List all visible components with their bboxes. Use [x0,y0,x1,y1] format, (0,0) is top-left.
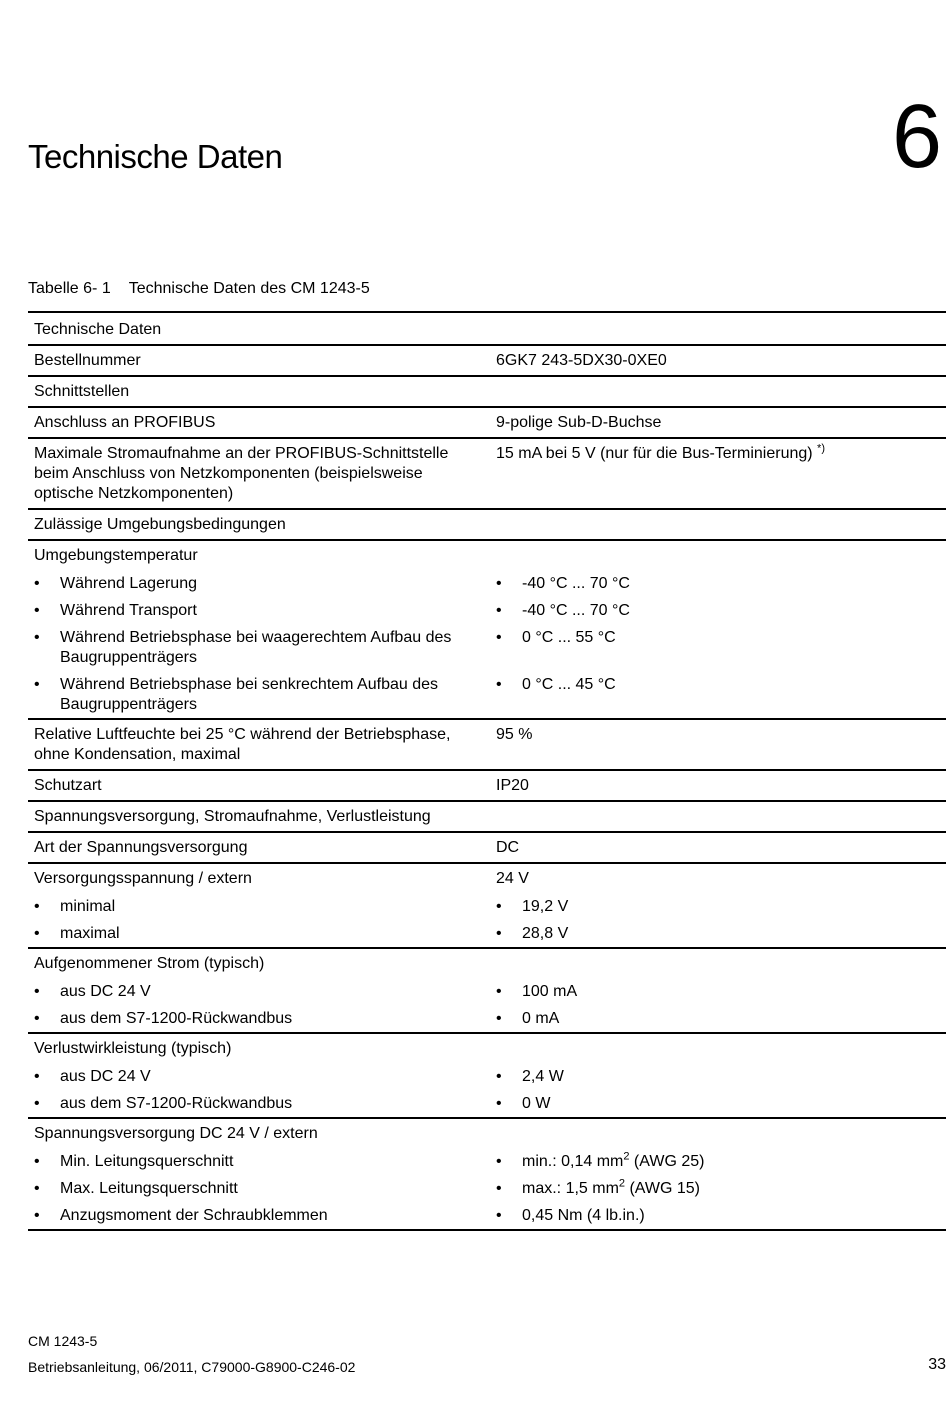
torque-label: Anzugsmoment der Schraubklemmen [60,1207,328,1224]
min-cross-section-value: min.: 0,14 $mm^2$ (AWG 25) [522,1150,705,1170]
consumption-label: Aufgenommener Strom (typisch) [34,955,265,972]
table-row [28,863,946,893]
voltage-min-label: minimal [60,898,116,915]
table-row [28,407,946,438]
humidity-value: 95 % [490,719,946,770]
max-cross-section-value: max.: 1,5 $mm^2$ (AWG 15) [522,1177,700,1197]
consumption-bus-value: 0 mA [522,1010,560,1027]
table-row [28,978,946,1005]
loss-dc-label: aus DC 24 V [60,1068,151,1085]
footer-reference: Betriebsanleitung, 06/2011, C79000-G8900-C246-02 [28,1359,356,1375]
temp-horizontal-value: 0 °C ... 55 °C [522,629,616,646]
table-row [28,671,946,719]
bullet: • [34,1153,40,1170]
current-value: 15 mA bei 5 V (nur für die Bus-Terminierung) [496,445,813,462]
temp-vertical-value: 0 °C ... 45 °C [522,676,616,693]
section-interfaces: Schnittstellen [28,376,946,407]
temp-storage-value: -40 °C ... 70 °C [522,575,630,592]
bullet: • [496,983,502,1000]
section-row [28,801,946,832]
table-row [28,719,946,770]
protection-label: Schutzart [34,777,102,794]
table-row [28,345,946,376]
bullet: • [34,1207,40,1224]
bullet: • [496,1068,502,1085]
bullet: • [496,575,502,592]
supply-type-label: Art der Spannungsversorgung [28,832,490,863]
loss-bus-value: 0 W [522,1095,551,1112]
section-power: Spannungsversorgung, Stromaufnahme, Verlustleistung [28,801,946,832]
bullet: • [34,1180,40,1197]
bullet: • [496,676,502,693]
consumption-dc-value: 100 mA [522,983,578,1000]
bullet: • [34,602,40,619]
table-caption-text: Technische Daten des CM 1243-5 [128,280,370,297]
consumption-dc-label: aus DC 24 V [60,983,151,1000]
table-row [28,1090,946,1118]
table-row [28,1202,946,1230]
order-number-label: Bestellnummer [34,352,141,369]
profibus-label: Anschluss an PROFIBUS [28,407,490,438]
table-row [28,1118,946,1148]
table-row [28,893,946,920]
current-label: Maximale Stromaufnahme an der PROFIBUS-Schnittstelle beim Anschluss von Netzkomponenten (beispielsweise optische Netzkomponenten) [34,445,449,502]
loss-bus-label: aus dem S7-1200-Rückwandbus [60,1095,293,1112]
profibus-value: 9-polige Sub-D-Buchse [490,407,946,438]
max-cross-section-label: Max. Leitungsquerschnitt [60,1180,238,1197]
table-row [28,438,946,509]
protection-value: IP20 [496,777,529,794]
temperature-label: Umgebungstemperatur [34,547,198,564]
bullet: • [34,1010,40,1027]
bullet: • [34,983,40,1000]
temp-horizontal-label: Während Betriebsphase bei waagerechtem Aufbau des Baugruppenträgers [60,629,452,666]
table-row [28,770,946,801]
bullet: • [496,629,502,646]
chapter-number: 6 [891,87,942,187]
consumption-bus-label: aus dem S7-1200-Rückwandbus [60,1010,293,1027]
temp-storage-label: Während Lagerung [60,575,197,592]
section-row [28,509,946,540]
table-row [28,1175,946,1202]
spec-table [28,311,946,1231]
table-header: Technische Daten [28,312,946,345]
bullet: • [34,575,40,592]
voltage-max-label: maximal [60,925,120,942]
bullet: • [496,1180,502,1197]
table-header-row [28,312,946,345]
page-number: 33 [928,1356,946,1373]
temp-transport-value: -40 °C ... 70 °C [522,602,630,619]
voltage-min-value: 19,2 V [522,898,569,915]
table-row [28,624,946,671]
bullet: • [496,898,502,915]
chapter-title: Technische Daten [28,138,283,175]
bullet: • [496,1153,502,1170]
table-number: Tabelle 6- 1 [28,280,111,297]
bullet: • [496,1010,502,1027]
bullet: • [34,1095,40,1112]
table-caption [28,280,370,298]
table-row [28,1005,946,1033]
table-row [28,1148,946,1175]
table-row [28,920,946,948]
bullet: • [34,925,40,942]
supply-voltage-value: 24 V [496,870,529,887]
table-row [28,1033,946,1063]
bullet: • [496,925,502,942]
torque-value: 0,45 Nm (4 lb.in.) [522,1207,645,1224]
table-row [28,570,946,597]
table-row [28,1063,946,1090]
loss-dc-value: 2,4 W [522,1068,564,1085]
order-number-value: 6GK7 243-5DX30-0XE0 [496,352,667,369]
bullet: • [34,1068,40,1085]
temp-vertical-label: Während Betriebsphase bei senkrechtem Aufbau des Baugruppenträgers [60,676,439,713]
bullet: • [496,602,502,619]
table-row [28,540,946,570]
footer-title: CM 1243-5 [28,1333,98,1349]
current-value-cell [490,438,946,509]
bullet: • [34,629,40,646]
supply-type-value: DC [490,832,946,863]
bullet: • [496,1207,502,1224]
temp-transport-label: Während Transport [60,602,197,619]
footnote-marker: *) [817,442,825,455]
power-loss-label: Verlustwirkleistung (typisch) [34,1040,232,1057]
table-row [28,597,946,624]
section-row [28,376,946,407]
section-environment: Zulässige Umgebungsbedingungen [28,509,946,540]
table-row [28,948,946,978]
min-cross-section-label: Min. Leitungsquerschnitt [60,1153,234,1170]
humidity-label: Relative Luftfeuchte bei 25 °C während der Betriebsphase, ohne Kondensation, maximal [28,719,490,770]
bullet: • [496,1095,502,1112]
voltage-max-value: 28,8 V [522,925,569,942]
table-row [28,832,946,863]
ext-supply-label: Spannungsversorgung DC 24 V / extern [34,1125,318,1142]
bullet: • [34,676,40,693]
bullet: • [34,898,40,915]
supply-voltage-label: Versorgungsspannung / extern [34,870,252,887]
